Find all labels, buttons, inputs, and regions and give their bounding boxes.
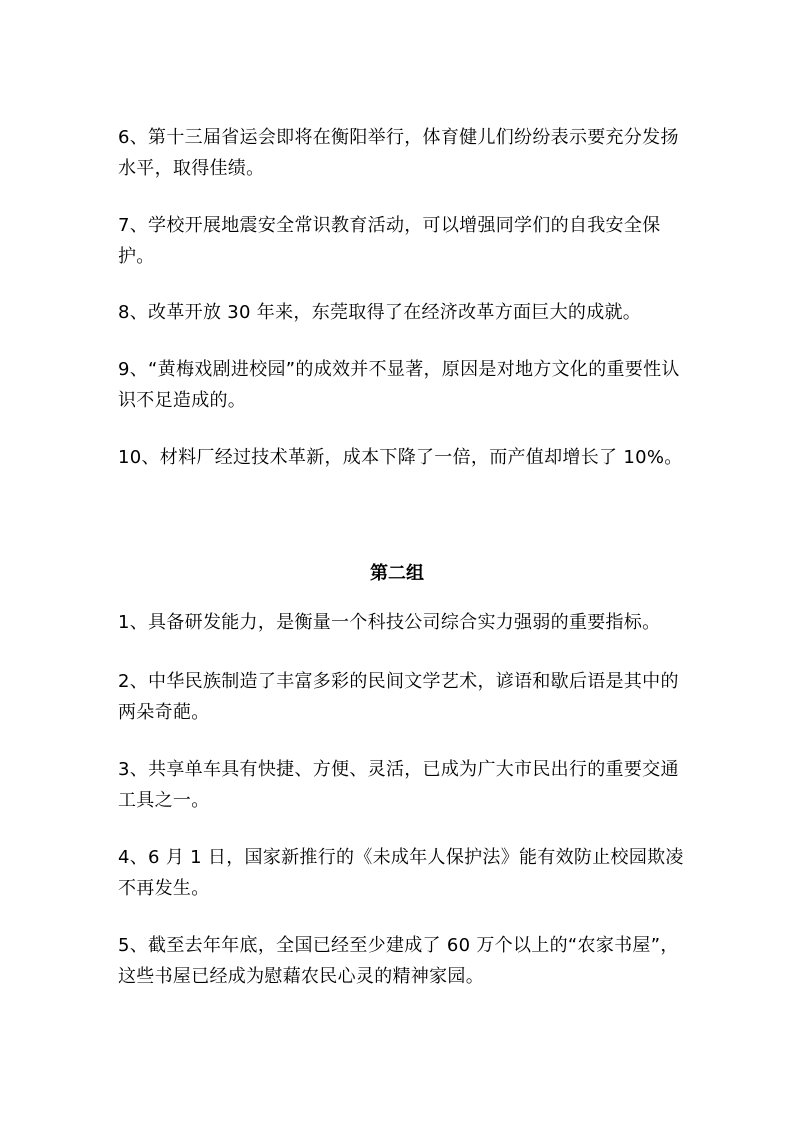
group2-item-4: 4、6 月 1 日，国家新推行的《未成年人保护法》能有效防止校园欺凌不再发生。	[118, 847, 684, 899]
group1-item-6: 6、第十三届省运会即将在衡阳举行，体育健儿们纷纷表示要充分发扬水平，取得佳绩。	[118, 127, 679, 179]
group1-item-8: 8、改革开放 30 年来，东莞取得了在经济改革方面巨大的成就。	[118, 302, 642, 323]
group1-item-7: 7、学校开展地震安全常识教育活动，可以增强同学们的自我安全保护。	[118, 215, 661, 267]
group2-item-3: 3、共享单车具有快捷、方便、灵活，已成为广大市民出行的重要交通工具之一。	[118, 759, 679, 811]
group2-item-1: 1、具备研发能力，是衡量一个科技公司综合实力强弱的重要指标。	[118, 612, 661, 633]
group1-item-10: 10、材料厂经过技术革新，成本下降了一倍，而产值却增长了 10%。	[118, 447, 683, 468]
group1-item-9: 9、“黄梅戏剧进校园”的成效并不显著，原因是对地方文化的重要性认识不足造成的。	[118, 359, 680, 411]
group2-item-2: 2、中华民族制造了丰富多彩的民间文学艺术，谚语和歇后语是其中的两朵奇葩。	[118, 671, 679, 723]
group2-heading: 第二组	[370, 563, 424, 584]
group2-item-5: 5、截至去年年底，全国已经至少建成了 60 万个以上的“农家书屋”，这些书屋已经成为慰藉农民心灵的精神家园。	[118, 935, 679, 987]
